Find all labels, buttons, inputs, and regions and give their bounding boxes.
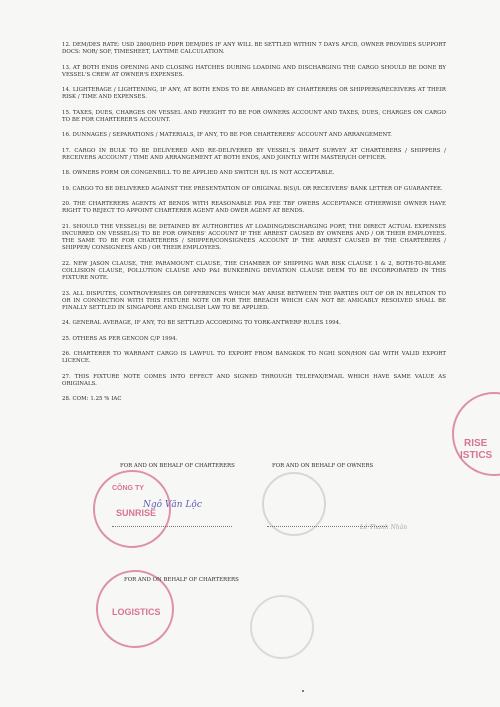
stamp-edge-text-2: ISTICS <box>460 450 493 461</box>
page-mark <box>302 690 304 692</box>
clause-16: 16. DUNNAGES / SEPARATIONS / MATERIALS, IF ANY, TO BE FOR CHARTERERS' ACCOUNT AND ARRANGEMENT. <box>62 132 392 139</box>
charterers-signature-label: FOR AND ON BEHALF OF CHARTERERS <box>120 463 235 469</box>
owners-signature-label: FOR AND ON BEHALF OF OWNERS <box>272 463 374 469</box>
clause-list <box>62 42 446 412</box>
clause-27: 27. THIS FIXTURE NOTE COMES INTO EFFECT AND SIGNED THROUGH TELEFAX/EMAIL WHICH HAVE SAME VALUE AS ORIGINALS. <box>62 373 446 387</box>
clause-19: 19. CARGO TO BE DELIVERED AGAINST THE PRESENTATION OF ORIGINAL B(S)/L OR RECEIVERS' BANK LETTER OF GUARANTEE. <box>62 185 443 192</box>
stamp-bottom-text: LOGISTICS <box>112 607 161 617</box>
stamp-edge-text-1: RISE <box>464 438 488 449</box>
clause-17: 17. CARGO IN BULK TO BE DELIVERED AND RE-DELIVERED BY VESSEL'S DRAFT SURVEY AT CHARTERERS / SHIPPERS / RECEIVERS ACCOUNT / TIME AND ARRANGEMENT AT BOTH ENDS, AND JOINTLY WITH MASTER/CH OFFICER. <box>62 147 446 161</box>
owner-handwritten-signature: Lê Thanh Nhân <box>360 524 408 531</box>
clause-20: 20. THE CHARTERERS AGENTS AT BENDS WITH REASONABLE PDA FEE TBF OWERS ACCEPTANCE OTHERWISE OWNER HAVE RIGHT TO REJECT TO APPOINT CHARTERER AGENT AND OWER AGENT AT BENDS. <box>62 201 446 215</box>
clause-22: 22. NEW JASON CLAUSE, THE PARAMOUNT CLAUSE, THE CHAMBER OF SHIPPING WAR RISK CLAUSE 1 & 2, BOTH-TO-BLAME COLLISION CLAUSE, POLLUTION CLAUSE AND P&I BUNKERING DEVIATION CLAUSE DEEM TO BE INCORPORATED IN THIS FIXTURE NOTE. <box>62 260 446 282</box>
stamp-left-text-2: SUNRISE <box>116 508 157 518</box>
clause-23: 23. ALL DISPUTES, CONTROVERSIES OR DIFFERENCES WHICH MAY ARISE BETWEEN THE PARTIES OUT OF OR IN RELATION TO OR IN CONNECTION WITH THIS FIXTURE NOTE OR FOR THE BREACH WHICH CAN NOT BE AMICABLY RESOLVED SHALL BE FINALLY SETTLED IN SINGAPORE AND ENGLISH LAW TO BE APPLIED. <box>62 290 446 311</box>
clause-15: 15. TAXES, DUES, CHARGES ON VESSEL AND FREIGHT TO BE FOR OWNERS ACCOUNT AND TAXES, DUES, CHARGES ON CARGO TO BE FOR CHARTERER'S ACCOUNT. <box>62 109 446 123</box>
clause-13: 13. AT BOTH ENDS OPENING AND CLOSING HATCHES DURING LOADING AND DISCHARGING THE CARGO SHOULD BE DONE BY VESSEL'S CREW AT OWNER'S EXPENSES. <box>62 64 446 78</box>
clause-26: 26. CHARTERER TO WARRANT CARGO IS LAWFUL TO EXPORT FROM BANGKOK TO NGHI SON/HON GAI WITH VALID EXPORT LICENCE. <box>62 351 446 365</box>
charterer-handwritten-signature: Ngô Văn Lộc <box>143 500 202 510</box>
bottom-signature-label: FOR AND ON BEHALF OF CHARTERERS <box>124 577 239 583</box>
clause-14: 14. LIGHTERAGE / LIGHTENING, IF ANY, AT BOTH ENDS TO BE ARRANGED BY CHARTERERS OR SHIPPERS/RECEIVERS AT THEIR RISK / TIME AND EXPENSES. <box>62 87 446 101</box>
clause-25: 25. OTHERS AS PER GENCON C/P 1994. <box>62 335 178 342</box>
clause-21: 21. SHOULD THE VESSEL(S) BE DETAINED BY AUTHORITIES AT LOADING/DISCHARGING PORT, THE DIRECT ACTUAL EXPENSES INCURRED ON VESSEL(S) TO BE FOR OWNERS' ACCOUNT IF THE ARREST CAUSED BY OWNERS AND / OR THEIR EMPLOYEES. THE SAME TO BE FOR CHARTERERS / SHIPPER/CONSIGNEES ACCOUNT IF THE ARREST CAUSED BY THE CHARTERERS / SHIPPER/ CONSIGNEES AND / OR THEIR EMPLOYEES. <box>62 223 446 252</box>
clause-18: 18. OWNERS FORM OR CONGENBILL TO BE APPLIED AND SWITCH B/L IS NOT ACCEPTABLE. <box>62 170 335 177</box>
stamp-left-text-1: CÔNG TY <box>112 485 144 492</box>
company-stamp-edge <box>452 392 500 476</box>
company-stamp-bottom-faded <box>250 595 314 659</box>
clause-12: 12. DEM/DES RATE: USD 2800/DHD PDPR DEM/DES IF ANY WILL BE SETTLED WITHIN 7 DAYS AFCD, OWNER PROVIDES SUPPORT DOCS: NOR/ SOF, TIMESHEET, LAYTIME CALCULATION. <box>62 42 446 56</box>
clause-28: 28. COM: 1.25 % IAC <box>62 396 122 403</box>
clause-24: 24. GENERAL AVERAGE, IF ANY, TO BE SETTLED ACCORDING TO YORK-ANTWERP RULES 1994. <box>62 320 341 327</box>
company-stamp-right <box>262 472 326 536</box>
